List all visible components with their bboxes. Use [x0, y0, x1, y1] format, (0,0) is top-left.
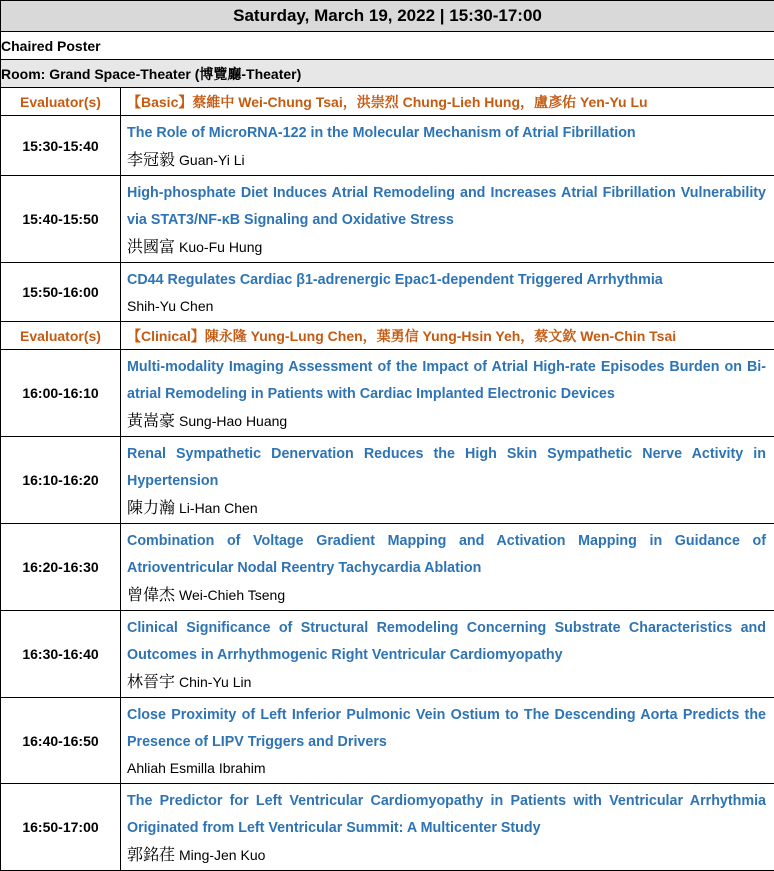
talk-title: Renal Sympathetic Denervation Reduces the High Skin Sympathetic Nerve Activity in Hypertension	[127, 441, 766, 495]
talk-row	[1, 116, 774, 176]
talk-author	[127, 294, 766, 319]
room-row	[1, 60, 774, 88]
talk-title: The Role of MicroRNA-122 in the Molecular Mechanism of Atrial Fibrillation	[127, 120, 766, 147]
author-name-en: Kuo-Fu Hung	[179, 239, 262, 255]
talk-time: 16:40-16:50	[1, 698, 121, 784]
session-type-row	[1, 32, 774, 60]
talk-author	[127, 234, 766, 260]
author-name-en: Shih-Yu Chen	[127, 298, 213, 314]
talk-author	[127, 582, 766, 608]
author-name-zh: 陳力瀚	[127, 498, 175, 517]
talk-title: High-phosphate Diet Induces Atrial Remodeling and Increases Atrial Fibrillation Vulnerability via STAT3/NF-κB Signaling and Oxidative Stress	[127, 180, 766, 234]
talk-title: Close Proximity of Left Inferior Pulmonic Vein Ostium to The Descending Aorta Predicts the Presence of LIPV Triggers and Drivers	[127, 702, 766, 756]
talk-author	[127, 408, 766, 434]
talk-author	[127, 842, 766, 868]
talk-row	[1, 611, 774, 698]
talk-time: 15:30-15:40	[1, 116, 121, 176]
talk-row	[1, 784, 774, 871]
author-name-zh: 郭銘荏	[127, 845, 175, 864]
author-name-zh: 李冠毅	[127, 150, 175, 169]
talk-row	[1, 350, 774, 437]
talk-row	[1, 263, 774, 322]
talk-row	[1, 524, 774, 611]
talk-author	[127, 756, 766, 781]
evaluator-row-basic	[1, 88, 774, 116]
talk-title: The Predictor for Left Ventricular Cardiomyopathy in Patients with Ventricular Arrhythmia Originated from Left Ventricular Summit: A Multicenter Study	[127, 788, 766, 842]
session-date-time: Saturday, March 19, 2022 | 15:30-17:00	[1, 1, 774, 32]
talk-row	[1, 698, 774, 784]
author-name-en: Sung-Hao Huang	[179, 413, 287, 429]
author-name-en: Guan-Yi Li	[179, 152, 245, 168]
author-name-zh: 林晉宇	[127, 672, 175, 691]
author-name-en: Ahliah Esmilla Ibrahim	[127, 760, 266, 776]
talk-author	[127, 147, 766, 173]
author-name-zh: 曾偉杰	[127, 585, 175, 604]
evaluator-label: Evaluator(s)	[1, 88, 121, 116]
talk-title: CD44 Regulates Cardiac β1-adrenergic Epac1-dependent Triggered Arrhythmia	[127, 267, 766, 294]
talk-time: 16:10-16:20	[1, 437, 121, 524]
author-name-en: Li-Han Chen	[179, 500, 258, 516]
talk-row	[1, 437, 774, 524]
talk-title: Multi-modality Imaging Assessment of the Impact of Atrial High-rate Episodes Burden on Bi-atrial Remodeling in Patients with Cardiac Implanted Electronic Devices	[127, 354, 766, 408]
author-name-en: Wei-Chieh Tseng	[179, 587, 285, 603]
evaluator-label: Evaluator(s)	[1, 322, 121, 350]
talk-row	[1, 176, 774, 263]
talk-time: 16:50-17:00	[1, 784, 121, 871]
session-date-row	[1, 1, 774, 32]
author-name-zh: 洪國富	[127, 237, 175, 256]
talk-time: 15:40-15:50	[1, 176, 121, 263]
evaluator-list: 【Basic】蔡維中 Wei-Chung Tsai，洪崇烈 Chung-Lieh Hung，盧彥佑 Yen-Yu Lu	[121, 88, 774, 116]
author-name-en: Ming-Jen Kuo	[179, 847, 265, 863]
evaluator-list: 【Clinical】陳永隆 Yung-Lung Chen，葉勇信 Yung-Hsin Yeh，蔡文欽 Wen-Chin Tsai	[121, 322, 774, 350]
talk-title: Clinical Significance of Structural Remodeling Concerning Substrate Characteristics and Outcomes in Arrhythmogenic Right Ventricular Cardiomyopathy	[127, 615, 766, 669]
talk-time: 16:30-16:40	[1, 611, 121, 698]
room-name: Room: Grand Space-Theater (博覽廳-Theater)	[1, 60, 774, 88]
talk-title: Combination of Voltage Gradient Mapping and Activation Mapping in Guidance of Atrioventricular Nodal Reentry Tachycardia Ablation	[127, 528, 766, 582]
talk-time: 16:20-16:30	[1, 524, 121, 611]
author-name-zh: 黃嵩豪	[127, 411, 175, 430]
talk-time: 15:50-16:00	[1, 263, 121, 322]
talk-author	[127, 669, 766, 695]
evaluator-row-clinical	[1, 322, 774, 350]
author-name-en: Chin-Yu Lin	[179, 674, 251, 690]
talk-time: 16:00-16:10	[1, 350, 121, 437]
talk-author	[127, 495, 766, 521]
session-type: Chaired Poster	[1, 32, 774, 60]
